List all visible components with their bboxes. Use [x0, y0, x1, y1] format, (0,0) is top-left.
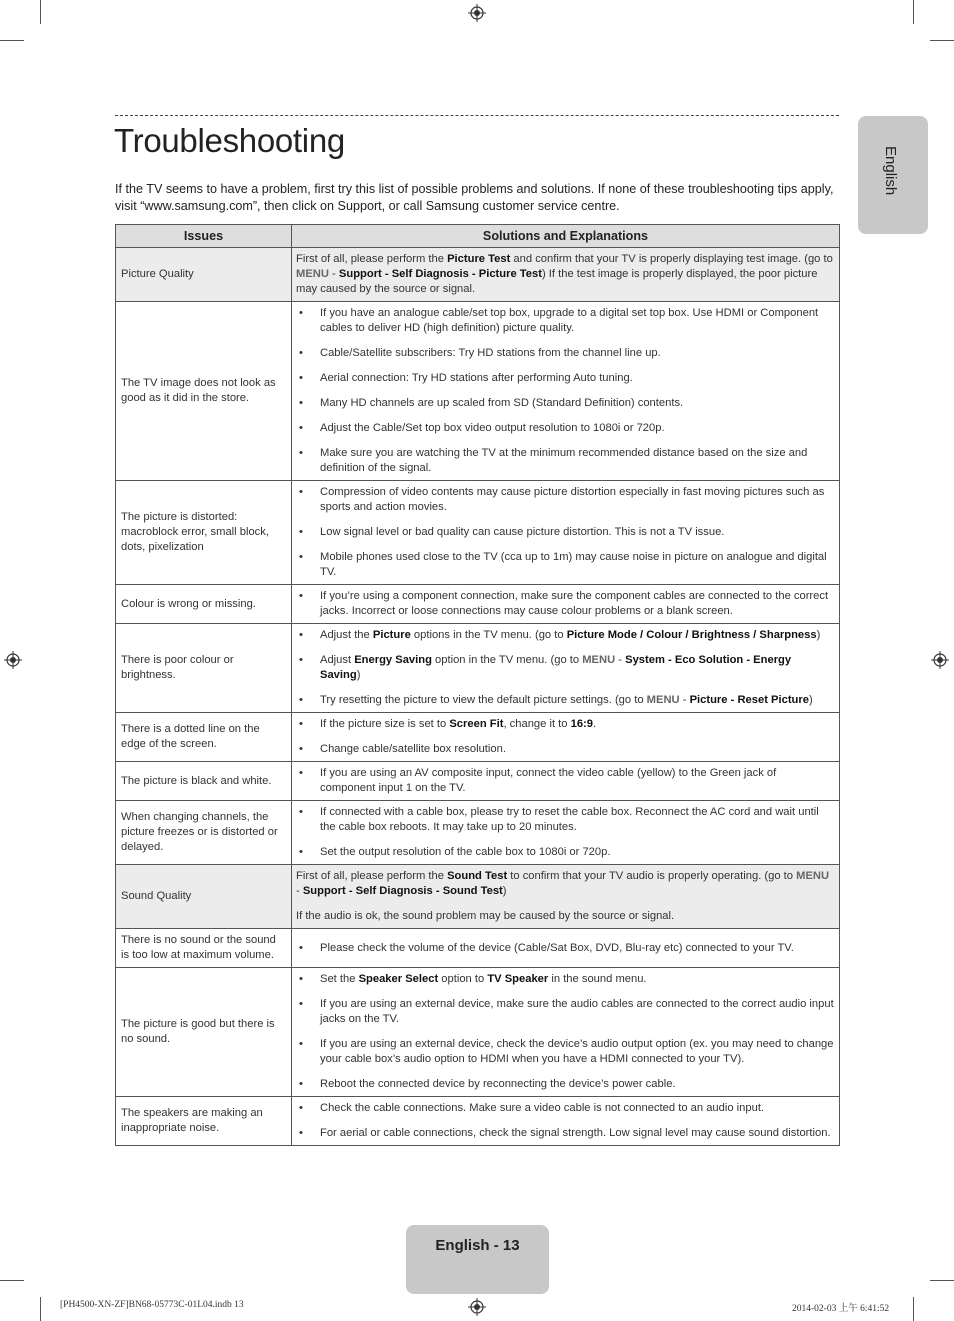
bold-term: Support - Self Diagnosis - Picture Test: [338, 268, 542, 280]
crop-mark: [40, 1297, 41, 1321]
text-run: Set the: [320, 973, 359, 985]
solution-list: [296, 717, 834, 757]
column-header-solutions: Solutions and Explanations: [292, 225, 840, 248]
troubleshooting-table: [115, 224, 840, 1146]
text-run: If you have an analogue cable/set top box, upgrade to a digital set top box. Use HDMI or Component cables to deliver HD (high definition) picture quality.: [320, 307, 819, 334]
crop-mark: [0, 1280, 24, 1281]
text-run: in the sound menu.: [548, 973, 647, 985]
table-row: [116, 1097, 840, 1146]
text-run: Change cable/satellite box resolution.: [320, 743, 506, 755]
issue-cell: The TV image does not look as good as it did in the store.: [116, 302, 292, 481]
solution-item: [296, 997, 834, 1027]
bold-term: Speaker Select: [358, 973, 439, 985]
text-run: Adjust the Cable/Set top box video output resolution to 1080i or 720p.: [320, 422, 665, 434]
text-run: Reboot the connected device by reconnecting the device’s power cable.: [320, 1078, 676, 1090]
solution-item: [296, 972, 834, 987]
table-row: [116, 585, 840, 624]
text-run: -: [296, 885, 303, 897]
text-run: Adjust the: [320, 629, 373, 641]
text-run: If you’re using a component connection, make sure the component cables are connected to the correct jacks. Incorrect or loose connections may cause colour problems or a blank screen.: [320, 590, 829, 617]
text-run: options in the TV menu. (go to: [410, 629, 567, 641]
registration-mark-icon: [468, 4, 486, 22]
page-number: English - 13: [435, 1237, 520, 1254]
issue-cell: The speakers are making an inappropriate noise.: [116, 1097, 292, 1146]
text-run: Many HD channels are up scaled from SD (Standard Definition) contents.: [320, 397, 684, 409]
solution-cell: [292, 585, 840, 624]
crop-mark: [40, 0, 41, 24]
text-run: For aerial or cable connections, check the signal strength. Low signal level may cause sound distortion.: [320, 1127, 831, 1139]
text-run: Low signal level or bad quality can cause picture distortion. This is not a TV issue.: [320, 526, 725, 538]
solution-item: [296, 1126, 834, 1141]
text-run: and confirm that your TV is properly displaying test image. (go to: [510, 253, 833, 265]
registration-mark-icon: [468, 1298, 486, 1316]
solution-item: [296, 485, 834, 515]
issue-cell: The picture is distorted: macroblock error, small block, dots, pixelization: [116, 481, 292, 585]
registration-mark-icon: [931, 651, 949, 669]
text-run: .: [593, 718, 597, 730]
solution-cell: [292, 248, 840, 302]
print-file-info: [PH4500-XN-ZF]BN68-05773C-01L04.indb 13: [60, 1300, 244, 1310]
bold-term: Support - Self Diagnosis - Sound Test: [302, 885, 503, 897]
solution-item: [296, 693, 834, 708]
solution-cell: [292, 302, 840, 481]
text-run: -: [679, 694, 690, 706]
solution-item: [296, 628, 834, 643]
solution-cell: [292, 929, 840, 968]
text-run: Mobile phones used close to the TV (cca up to 1m) may cause noise in picture on analogue and digital TV.: [320, 551, 827, 578]
text-run: option to: [438, 973, 488, 985]
table-row: [116, 801, 840, 865]
solution-list: [296, 972, 834, 1092]
solution-item: [296, 717, 834, 732]
text-run: If you are using an external device, check the device’s audio output option (ex. you may need to change your cable box’s audio option to HDMI when you have a HDMI connected to your TV).: [320, 1038, 834, 1065]
text-run: First of all, please perform the: [296, 253, 448, 265]
crop-mark: [0, 40, 24, 41]
text-run: ) If the test image is properly displayed, the poor picture may caused by the source or signal.: [296, 268, 818, 295]
language-tab: [858, 116, 928, 234]
text-run: If the audio is ok, the sound problem may be caused by the source or signal.: [296, 910, 675, 922]
issue-cell: When changing channels, the picture freezes or is distorted or delayed.: [116, 801, 292, 865]
issue-cell: Colour is wrong or missing.: [116, 585, 292, 624]
solution-list: [296, 485, 834, 580]
text-run: -: [615, 654, 626, 666]
solution-list: [296, 941, 834, 956]
text-run: Check the cable connections. Make sure a video cable is not connected to an audio input.: [320, 1102, 765, 1114]
text-run: option in the TV menu. (go to: [431, 654, 583, 666]
text-run: -: [328, 268, 339, 280]
solution-item: [296, 589, 834, 619]
crop-mark: [913, 1297, 914, 1321]
language-tab-label: English: [882, 146, 899, 196]
table-row: [116, 865, 840, 929]
solution-item: [296, 1037, 834, 1067]
solution-cell: [292, 624, 840, 713]
bold-term: System - Eco Solution - Energy Saving: [320, 654, 792, 681]
crop-mark: [913, 0, 914, 24]
issue-cell: There is a dotted line on the edge of the screen.: [116, 713, 292, 762]
menu-keyword: MENU: [646, 694, 680, 706]
table-row: [116, 713, 840, 762]
text-run: Set the output resolution of the cable box to 1080i or 720p.: [320, 846, 611, 858]
issue-cell: Picture Quality: [116, 248, 292, 302]
solution-item: [296, 446, 834, 476]
solution-item: [296, 1101, 834, 1116]
menu-keyword: MENU: [296, 268, 329, 280]
print-timestamp: 2014-02-03 上午 6:41:52: [792, 1304, 890, 1314]
text-run: Adjust: [320, 654, 355, 666]
table-row: [116, 248, 840, 302]
text-run: If you are using an external device, make sure the audio cables are connected to the correct audio input jacks on the TV.: [320, 998, 834, 1025]
text-run: If connected with a cable box, please try to reset the cable box. Reconnect the AC cord and wait until the cable box reboots. It may take up to 20 minutes.: [320, 806, 819, 833]
crop-mark: [930, 40, 954, 41]
solution-item: [296, 845, 834, 860]
solution-cell: [292, 865, 840, 929]
column-header-issues: Issues: [116, 225, 292, 248]
issue-cell: The picture is good but there is no sound.: [116, 968, 292, 1097]
bold-term: Energy Saving: [354, 654, 432, 666]
bold-term: Screen Fit: [449, 718, 504, 730]
solution-cell: [292, 968, 840, 1097]
text-run: ): [816, 629, 821, 641]
solution-item: [296, 421, 834, 436]
solution-item: [296, 1077, 834, 1092]
solution-item: [296, 941, 834, 956]
bold-term: Picture - Reset Picture: [689, 694, 809, 706]
solution-paragraph: [296, 252, 834, 297]
solution-item: [296, 306, 834, 336]
text-run: If the picture size is set to: [320, 718, 450, 730]
text-run: Aerial connection: Try HD stations after performing Auto tuning.: [320, 372, 633, 384]
issue-cell: The picture is black and white.: [116, 762, 292, 801]
solution-cell: [292, 481, 840, 585]
text-run: Compression of video contents may cause picture distortion especially in fast moving pictures such as sports and action movies.: [320, 486, 825, 513]
solution-item: [296, 371, 834, 386]
registration-mark-icon: [4, 651, 22, 669]
solution-list: [296, 628, 834, 708]
solution-item: [296, 525, 834, 540]
text-run: Cable/Satellite subscribers: Try HD stations from the channel line up.: [320, 347, 661, 359]
solution-cell: [292, 1097, 840, 1146]
text-run: Try resetting the picture to view the default picture settings. (go to: [320, 694, 647, 706]
solution-cell: [292, 762, 840, 801]
text-run: Make sure you are watching the TV at the minimum recommended distance based on the size and definition of the signal.: [320, 447, 808, 474]
solution-paragraph: [296, 869, 834, 899]
text-run: ): [808, 694, 813, 706]
text-run: , change it to: [503, 718, 571, 730]
issue-cell: Sound Quality: [116, 865, 292, 929]
bold-term: 16:9: [570, 718, 594, 730]
bold-term: TV Speaker: [487, 973, 549, 985]
text-run: Please check the volume of the device (Cable/Sat Box, DVD, Blu-ray etc) connected to your TV.: [320, 941, 794, 954]
menu-keyword: MENU: [582, 654, 616, 666]
solution-cell: [292, 713, 840, 762]
title-divider: [115, 115, 839, 116]
solution-cell: [292, 801, 840, 865]
solution-list: [296, 589, 834, 619]
intro-paragraph: If the TV seems to have a problem, first try this list of possible problems and solutions. If none of these troubleshooting tips apply, visit “www.samsung.com”, then click on Support, or call Samsung customer service centre.: [115, 182, 834, 213]
table-header-row: [116, 225, 840, 248]
bold-term: Picture: [372, 629, 411, 641]
solution-item: [296, 742, 834, 757]
solution-paragraph: [296, 909, 834, 924]
bold-term: Picture Test: [447, 253, 511, 265]
table-row: [116, 968, 840, 1097]
text-run: to confirm that your TV audio is properly operating. (go to: [507, 870, 797, 882]
table-row: [116, 302, 840, 481]
solution-item: [296, 396, 834, 411]
solution-list: [296, 306, 834, 476]
table-row: [116, 481, 840, 585]
solution-item: [296, 766, 834, 796]
text-run: ): [356, 669, 361, 681]
solution-list: [296, 1101, 834, 1141]
text-run: If you are using an AV composite input, connect the video cable (yellow) to the Green jack of component input 1 on the TV.: [320, 767, 777, 794]
page-number-tab: [406, 1225, 549, 1294]
table-row: [116, 624, 840, 713]
issue-cell: There is poor colour or brightness.: [116, 624, 292, 713]
text-run: ): [502, 885, 507, 897]
solution-item: [296, 346, 834, 361]
solution-list: [296, 805, 834, 860]
issue-cell: There is no sound or the sound is too low at maximum volume.: [116, 929, 292, 968]
crop-mark: [930, 1280, 954, 1281]
page-title: Troubleshooting: [114, 122, 345, 159]
solution-item: [296, 805, 834, 835]
text-run: First of all, please perform the: [296, 870, 448, 882]
solution-item: [296, 550, 834, 580]
bold-term: Picture Mode / Colour / Brightness / Sharpness: [566, 629, 817, 641]
solution-list: [296, 766, 834, 796]
table-row: [116, 929, 840, 968]
bold-term: Sound Test: [447, 870, 508, 882]
solution-item: [296, 653, 834, 683]
menu-keyword: MENU: [796, 870, 830, 882]
table-row: [116, 762, 840, 801]
